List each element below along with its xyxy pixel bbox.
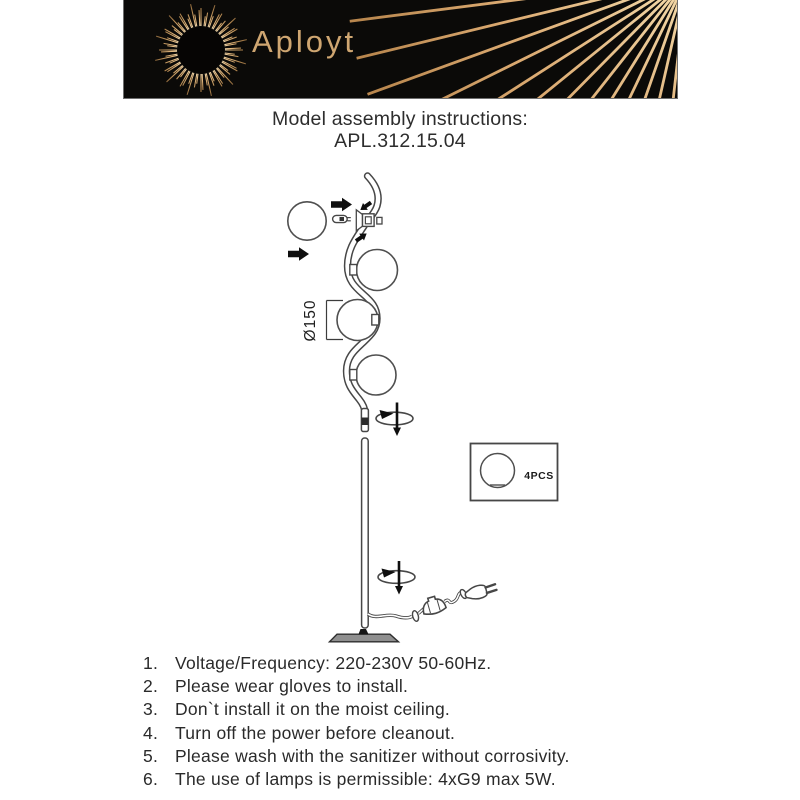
- title-block: [0, 109, 800, 152]
- g9-bulb-icon: [333, 215, 351, 222]
- parts-count-label: 4PCS: [524, 470, 554, 482]
- instructions-title: Model assembly instructions:: [272, 108, 528, 130]
- item-number: 5.: [143, 745, 159, 766]
- instruction-item: [143, 722, 570, 745]
- assembly-diagram: [250, 165, 570, 657]
- item-text: Turn off the power before cleanout.: [175, 722, 456, 743]
- item-number: 4.: [143, 722, 159, 743]
- instruction-item: [143, 652, 570, 675]
- instruction-item: [143, 745, 570, 768]
- instruction-list: [143, 652, 570, 791]
- glass-spheres: [288, 202, 398, 395]
- banner-decor: [124, 0, 677, 98]
- rotate-to-screw-icon: [376, 403, 413, 437]
- item-number: 6.: [143, 769, 159, 790]
- instruction-item: [143, 675, 570, 698]
- lamp-base: [330, 629, 399, 642]
- item-text: The use of lamps is permissible: 4xG9 max 5W.: [175, 769, 556, 790]
- starburst-logo-center: [178, 27, 224, 73]
- instruction-item: [143, 698, 570, 721]
- foot-switch: [420, 594, 447, 616]
- item-text: Please wear gloves to install.: [175, 676, 409, 697]
- item-number: 1.: [143, 653, 159, 673]
- power-cord: [368, 589, 468, 622]
- brand-wordmark: Aployt: [252, 24, 357, 59]
- instruction-item: [143, 768, 570, 791]
- brand-banner: [123, 0, 678, 99]
- lower-pole: [362, 438, 369, 628]
- item-text: Don`t install it on the moist ceiling.: [175, 699, 451, 720]
- glass-sphere-1: [357, 250, 398, 291]
- glass-sphere-3: [356, 355, 396, 395]
- corner-ray-fan-decoration: [350, 0, 677, 98]
- rotate-to-screw-icon: [378, 561, 415, 595]
- item-number: 2.: [143, 676, 159, 697]
- screw-connector: [361, 409, 368, 432]
- glass-sphere-loose: [288, 202, 326, 240]
- item-text: Please wash with the sanitizer without corrosivity.: [175, 745, 570, 766]
- power-plug-icon: [464, 582, 498, 602]
- item-number: 3.: [143, 699, 159, 720]
- model-number: APL.312.15.04: [334, 129, 466, 152]
- dimension-label: Ø150: [302, 299, 319, 342]
- arrow-right-icon: [331, 198, 352, 212]
- arrow-right-icon: [288, 247, 309, 261]
- item-text: Voltage/Frequency: 220-230V 50-60Hz.: [175, 653, 492, 673]
